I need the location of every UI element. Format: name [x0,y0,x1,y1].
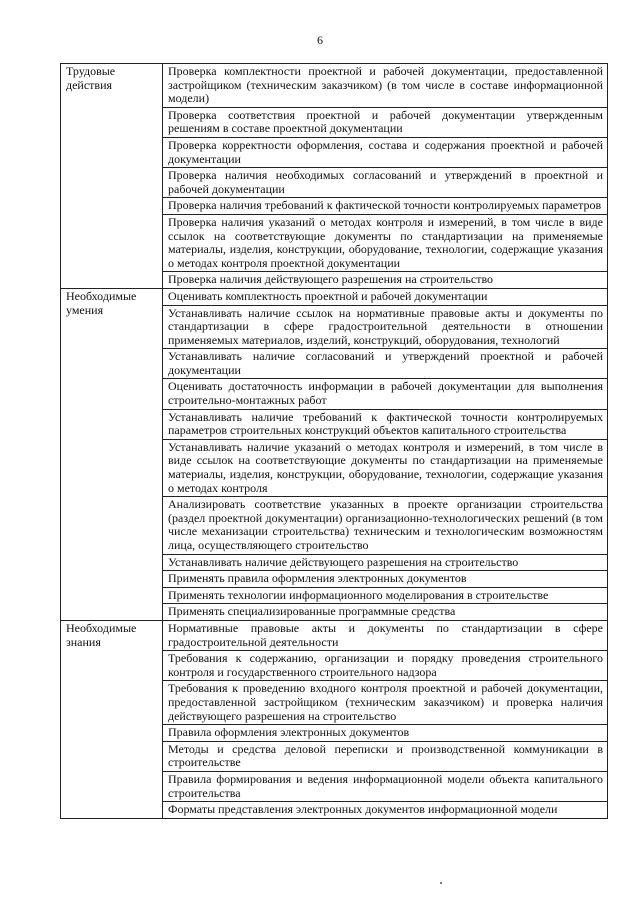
table-cell: Применять специализированные программные средства [163,604,608,621]
table-cell: Проверка корректности оформления, состава и содержания проектной и рабочей документации [163,137,608,167]
table-cell: Требования к содержанию, организации и порядку проведения строительного контроля и государственного строительного надзора [163,651,608,681]
table-cell: Анализировать соответствие указанных в проекте организации строительства (раздел проектной документации) организационно-технологических решений (в том числе механизации строительства) техническим и технологическим возможностям лица, осуществляющего строительство [163,497,608,554]
table-cell: Правила оформления электронных документов [163,725,608,742]
table-cell: Оценивать достаточность информации в рабочей документации для выполнения строительно-монтажных работ [163,379,608,409]
section-label-required-knowledge: Необходимые знания [61,620,163,818]
competency-table [60,63,608,819]
table-cell: Проверка наличия необходимых согласований и утверждений в проектной и рабочей документации [163,168,608,198]
table-cell: Оценивать комплектность проектной и рабочей документации [163,288,608,305]
table-row [61,288,608,305]
table-cell: Проверка наличия указаний о методах контроля и измерений, в том числе в виде ссылок на соответствующие документы по стандартизации на применяемые материалы, изделия, конструкции, оборудование, технологии, содержащие указания о методах контроля проектной документации [163,214,608,271]
table-cell: Форматы представления электронных документов информационной модели [163,802,608,819]
table-cell: Проверка комплектности проектной и рабочей документации, предоставленной застройщиком (техническим заказчиком) (в том числе в составе информационной модели) [163,64,608,108]
table-cell: Проверка наличия действующего разрешения на строительство [163,272,608,289]
table-cell: Устанавливать наличие указаний о методах контроля и измерений, в том числе в виде ссылок на соответствующие документы по стандартизации на применяемые материалы, изделия, конструкции, оборудование, технологии, содержащие указания о методах контроля [163,439,608,496]
table-cell: Проверка соответствия проектной и рабочей документации утвержденным решениям в составе проектной документации [163,107,608,137]
table-cell: Устанавливать наличие согласований и утверждений проектной и рабочей документации [163,349,608,379]
table-row [61,620,608,650]
section-label-labor-actions: Трудовые действия [61,64,163,289]
scan-speck [440,882,442,884]
table-row [61,64,608,108]
table-cell: Устанавливать наличие ссылок на нормативные правовые акты и документы по стандартизации в сфере градостроительной деятельности в отношении применяемых материалов, изделий, конструкций, оборудования, технологий [163,305,608,349]
page-number: 6 [317,33,323,47]
table-cell: Устанавливать наличие действующего разрешения на строительство [163,554,608,571]
table-cell: Правила формирования и ведения информационной модели объекта капитального строительства [163,771,608,801]
table-cell: Проверка наличия требований к фактической точности контролируемых параметров [163,198,608,215]
table-cell: Применять правила оформления электронных документов [163,571,608,588]
table-cell: Устанавливать наличие требований к фактической точности контролируемых параметров строительных конструкций объектов капитального строительства [163,409,608,439]
table-cell: Нормативные правовые акты и документы по стандартизации в сфере градостроительной деятельности [163,620,608,650]
section-label-required-skills: Необходимые умения [61,288,163,620]
table-cell: Применять технологии информационного моделирования в строительстве [163,587,608,604]
table-cell: Методы и средства деловой переписки и производственной коммуникации в строительстве [163,741,608,771]
table-cell: Требования к проведению входного контроля проектной и рабочей документации, предоставленной застройщиком (техническим заказчиком) и проверка наличия действующего разрешения на строительство [163,681,608,725]
